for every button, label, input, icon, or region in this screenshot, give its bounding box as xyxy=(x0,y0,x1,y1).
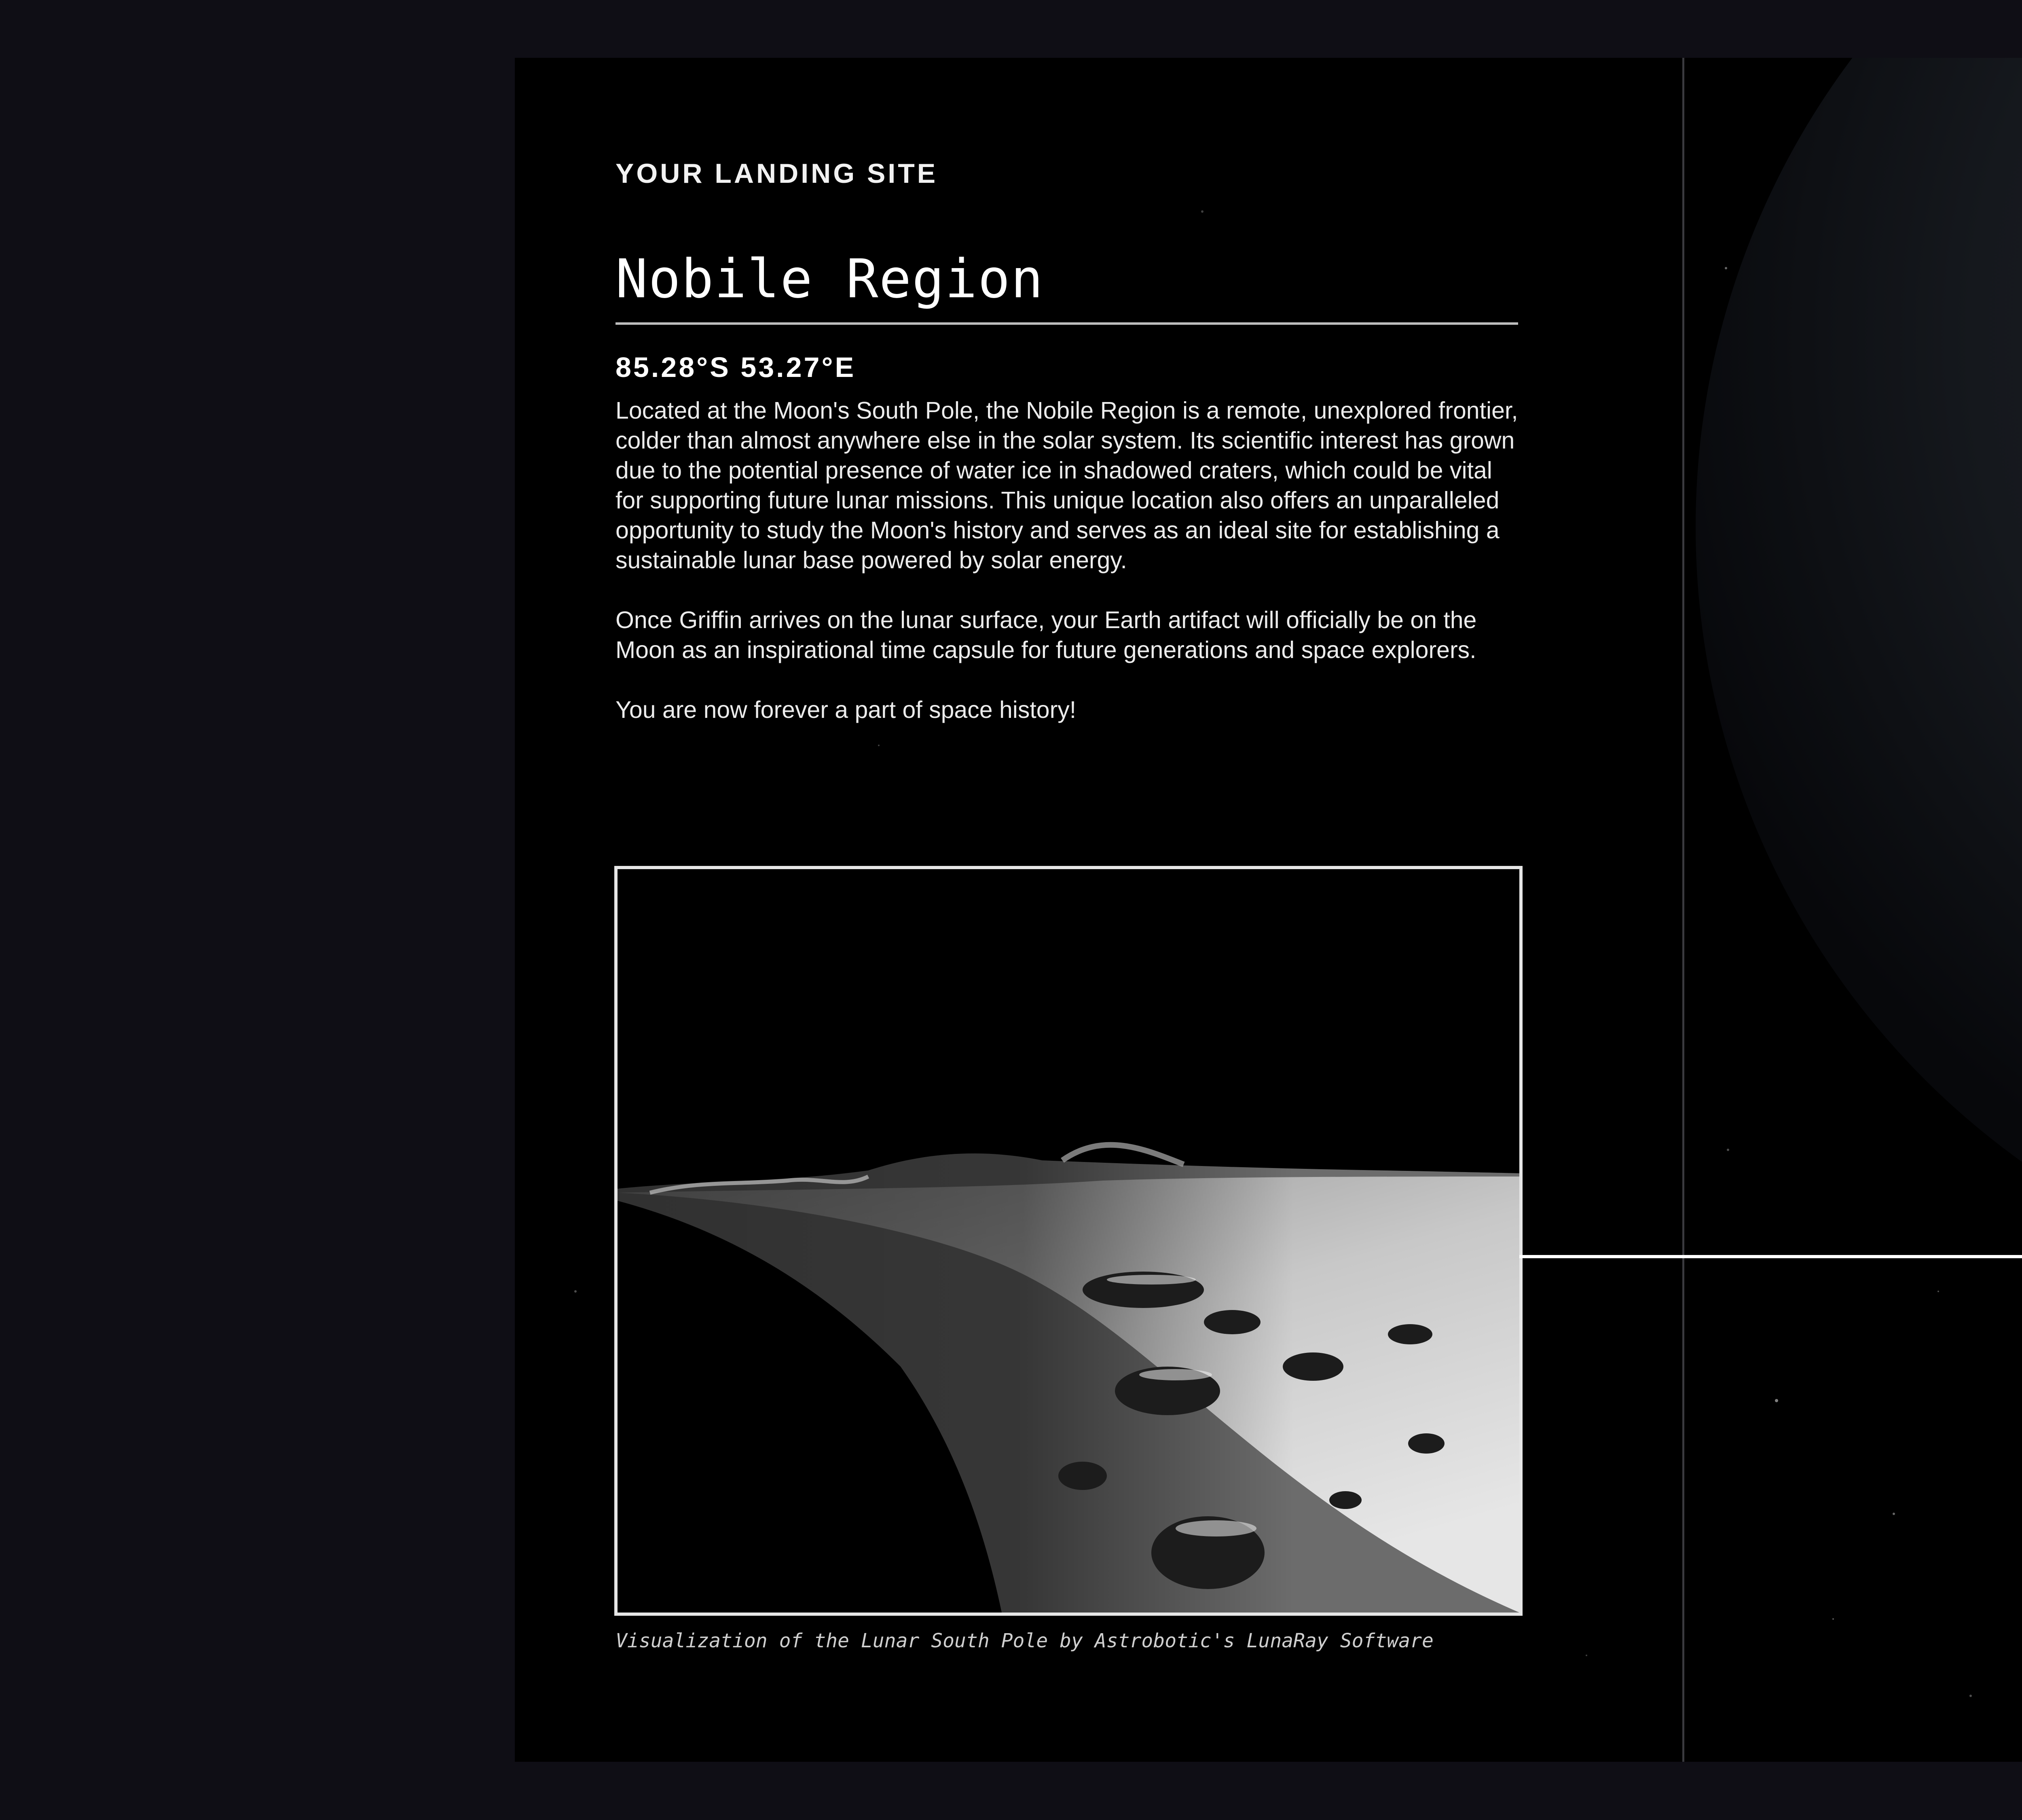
lunar-surface-image xyxy=(614,866,1523,1616)
leader-line xyxy=(1519,1255,2022,1258)
brochure-spread xyxy=(515,58,2022,1762)
description-paragraph: You are now forever a part of space history! xyxy=(615,696,1077,723)
title-divider xyxy=(615,322,1518,325)
description xyxy=(615,396,1525,755)
coordinates: 85.28°S 53.27°E xyxy=(615,351,856,383)
description-paragraph: Located at the Moon's South Pole, the Nobile Region is a remote, unexplored frontier, colder than almost anywhere else in the solar system. Its scientific interest has grown due to the potential presence of water ice in shadowed craters, which could be vital for supporting future lunar missions. This unique location also offers an unparalleled opportunity to study the Moon's history and serves as an ideal site for establishing a sustainable lunar base powered by solar energy. xyxy=(615,397,1518,574)
description-paragraph: Once Griffin arrives on the lunar surface, your Earth artifact will officially be on the Moon as an inspirational time capsule for future generations and space explorers. xyxy=(615,607,1477,663)
page-fold-line xyxy=(1682,58,1684,1762)
section-eyebrow: YOUR LANDING SITE xyxy=(615,158,938,189)
lunar-terrain-illustration xyxy=(618,869,1519,1613)
image-caption: Visualization of the Lunar South Pole by Astrobotic's LunaRay Software xyxy=(615,1630,1434,1652)
page-title: Nobile Region xyxy=(615,248,1044,310)
